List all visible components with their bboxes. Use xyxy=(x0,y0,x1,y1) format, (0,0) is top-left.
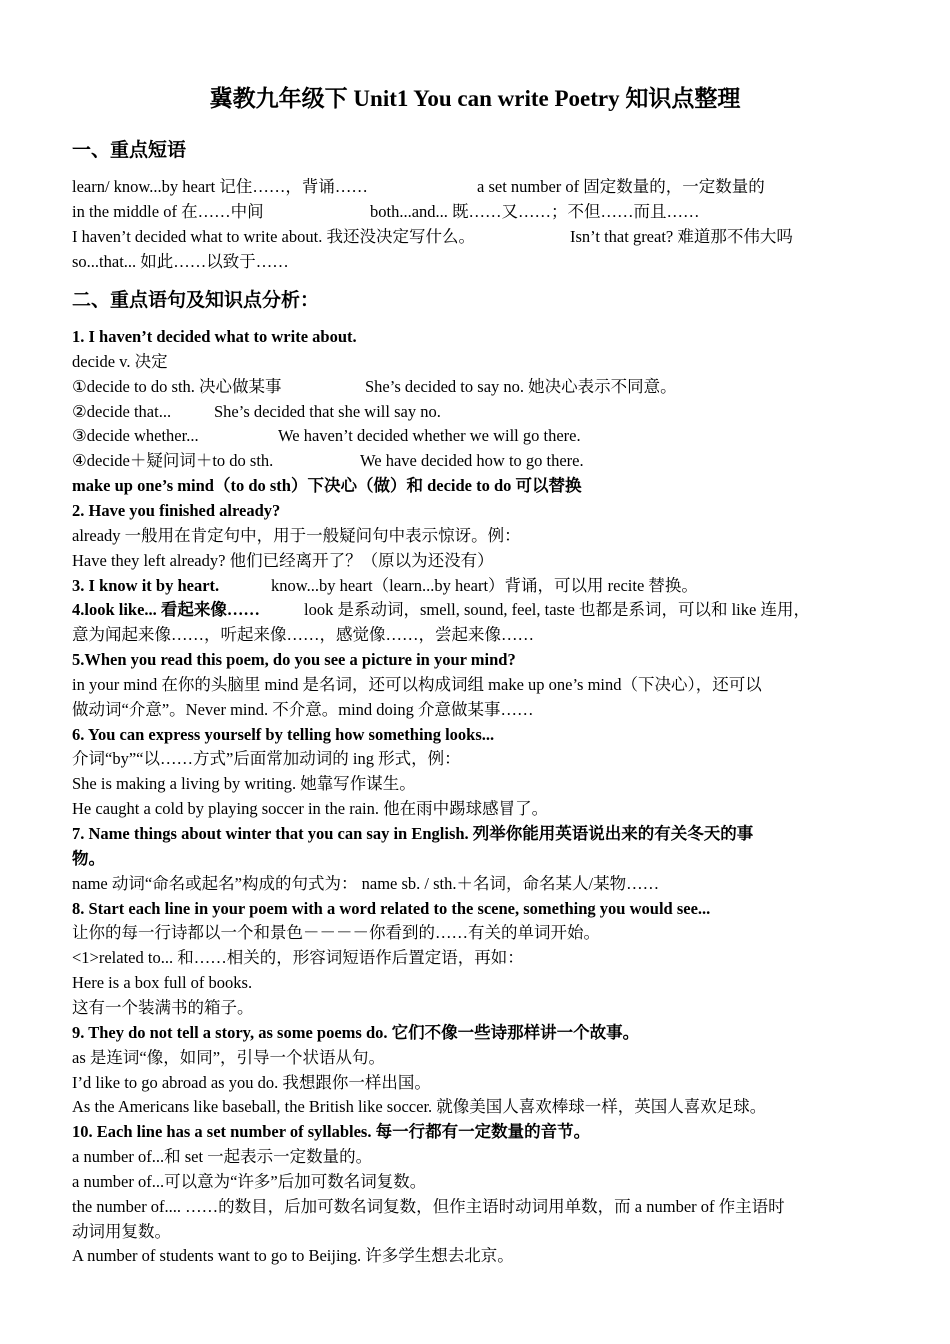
analysis-text: Here is a box full of books. xyxy=(72,973,253,993)
analysis-example: look 是系动词，smell, sound, feel, taste 也都是系词，可以和 like 连用， xyxy=(304,600,810,620)
analysis-line xyxy=(72,796,548,821)
analysis-line xyxy=(72,970,252,995)
analysis-text: make up one’s mind（to do sth）下决心（做）和 decide to do 可以替换 xyxy=(72,476,582,496)
analysis-text: 5.When you read this poem, do you see a picture in your mind? xyxy=(72,650,516,670)
analysis-line xyxy=(72,672,762,697)
analysis-example: She’s decided to say no. 她决心表示不同意。 xyxy=(365,376,677,396)
analysis-text: 6. You can express yourself by telling how something looks... xyxy=(72,724,495,744)
analysis-text: 7. Name things about winter that you can say in English. 列举你能用英语说出来的有关冬天的事 xyxy=(72,824,754,843)
analysis-text: 2. Have you finished already? xyxy=(72,500,281,520)
phrase-row xyxy=(72,249,289,274)
analysis-text: a number of...和 set 一起表示一定数量的。 xyxy=(72,1147,373,1167)
analysis-line xyxy=(72,1243,514,1268)
analysis-line xyxy=(72,349,168,374)
analysis-line xyxy=(72,448,584,473)
phrase-right: both...and... 既……又……；不但……而且…… xyxy=(370,202,700,221)
analysis-line xyxy=(72,1219,171,1244)
analysis-line xyxy=(72,871,659,896)
analysis-line xyxy=(72,771,416,796)
analysis-line xyxy=(72,1020,639,1045)
analysis-line xyxy=(72,746,461,771)
analysis-example: We have decided how to go there. xyxy=(360,451,584,471)
phrase-right: Isn’t that great? 难道那不伟大吗 xyxy=(570,227,793,246)
analysis-line xyxy=(72,697,534,722)
analysis-text: ②decide that... xyxy=(72,401,172,421)
analysis-line xyxy=(72,1169,426,1194)
analysis-line xyxy=(72,523,521,548)
analysis-text: in your mind 在你的头脑里 mind 是名词，还可以构成词组 make up one’s mind（下决心），还可以 xyxy=(72,674,762,694)
analysis-text: 让你的每一行诗都以一个和景色－－－－你看到的……有关的单词开始。 xyxy=(72,923,600,943)
analysis-text: already 一般用在肯定句中，用于一般疑问句中表示惊讶。例： xyxy=(72,525,521,545)
analysis-line xyxy=(72,995,254,1020)
analysis-text: 10. Each line has a set number of syllables. 每一行都有一定数量的音节。 xyxy=(72,1122,591,1142)
phrase-left: learn/ know...by heart 记住……，背诵…… xyxy=(72,177,368,196)
analysis-text: name 动词“命名或起名”构成的句式为： name sb. / sth.＋名词，命名某人/某物…… xyxy=(72,873,660,893)
analysis-text: 做动词“介意”。Never mind. 不介意。mind doing 介意做某事…… xyxy=(72,699,534,719)
analysis-line xyxy=(72,846,105,871)
document-title: 冀教九年级下 Unit1 You can write Poetry 知识点整理 xyxy=(209,86,741,111)
phrase-row xyxy=(72,199,700,224)
analysis-text: She is making a living by writing. 她靠写作谋生。 xyxy=(72,774,416,794)
analysis-text: ①decide to do sth. 决心做某事 xyxy=(72,376,282,396)
analysis-line xyxy=(72,374,677,399)
analysis-text: As the Americans like baseball, the British like soccer. 就像美国人喜欢棒球一样，英国人喜欢足球。 xyxy=(72,1097,767,1117)
analysis-text: I’d like to go abroad as you do. 我想跟你一样出国。 xyxy=(72,1072,431,1092)
analysis-line xyxy=(72,1144,372,1169)
analysis-text: He caught a cold by playing soccer in the rain. 他在雨中踢球感冒了。 xyxy=(72,799,549,819)
analysis-text: 介词“by”“以……方式”后面常加动词的 ing 形式，例： xyxy=(72,749,461,769)
analysis-text: ③decide whether... xyxy=(72,426,199,446)
analysis-text: 意为闻起来像……，听起来像……，感觉像……，尝起来像…… xyxy=(72,625,534,645)
section-heading-phrases: 一、重点短语 xyxy=(72,140,187,161)
analysis-text: A number of students want to go to Beijing. 许多学生想去北京。 xyxy=(72,1246,514,1266)
analysis-line xyxy=(72,622,534,647)
analysis-text: the number of.... ……的数目，后加可数名词复数，但作主语时动词用单数，而 a number of 作主语时 xyxy=(72,1196,785,1216)
analysis-line xyxy=(72,1194,785,1219)
analysis-example: She’s decided that she will say no. xyxy=(214,401,441,421)
analysis-text: ④decide＋疑问词＋to do sth. xyxy=(72,451,274,471)
analysis-text: 3. I know it by heart. xyxy=(72,575,220,595)
analysis-text: 8. Start each line in your poem with a word related to the scene, something you would see... xyxy=(72,898,711,918)
analysis-line xyxy=(72,597,810,622)
analysis-line xyxy=(72,1070,431,1095)
analysis-text: Have they left already? 他们已经离开了？（原以为还没有） xyxy=(72,550,494,570)
analysis-text: 这有一个装满书的箱子。 xyxy=(72,997,254,1017)
analysis-line xyxy=(72,399,441,424)
analysis-text: <1>related to... 和……相关的，形容词短语作后置定语，再如： xyxy=(72,948,524,968)
phrase-left: so...that... 如此……以致于…… xyxy=(72,252,289,271)
analysis-text: a number of...可以意为“许多”后加可数名词复数。 xyxy=(72,1171,427,1191)
analysis-line xyxy=(72,920,600,945)
phrase-left: in the middle of 在……中间 xyxy=(72,202,264,221)
analysis-line xyxy=(72,1119,590,1144)
analysis-text: as 是连词“像，如同”，引导一个状语从句。 xyxy=(72,1047,386,1067)
analysis-line xyxy=(72,821,753,846)
analysis-text: 4.look like... 看起来像…… xyxy=(72,600,260,620)
phrase-right: a set number of 固定数量的，一定数量的 xyxy=(477,177,765,196)
analysis-line xyxy=(72,473,582,498)
analysis-example: We haven’t decided whether we will go there. xyxy=(278,426,581,446)
analysis-text: 9. They do not tell a story, as some poems do. 它们不像一些诗那样讲一个故事。 xyxy=(72,1022,640,1042)
analysis-line xyxy=(72,573,698,598)
analysis-line xyxy=(72,1094,766,1119)
analysis-text: 1. I haven’t decided what to write about. xyxy=(72,327,357,346)
phrase-left: I haven’t decided what to write about. 我还没决定写什么。 xyxy=(72,227,475,246)
analysis-example: know...by heart（learn...by heart）背诵，可以用 recite 替换。 xyxy=(271,575,698,595)
analysis-line xyxy=(72,945,524,970)
phrase-row xyxy=(72,174,765,199)
analysis-line xyxy=(72,423,581,448)
analysis-line xyxy=(72,896,710,921)
analysis-text: 物。 xyxy=(72,848,105,868)
analysis-line xyxy=(72,647,516,672)
analysis-line xyxy=(72,498,280,523)
analysis-line xyxy=(72,1045,385,1070)
section-heading-analysis: 二、重点语句及知识点分析： xyxy=(72,290,320,311)
analysis-text: decide v. 决定 xyxy=(72,351,168,371)
analysis-text: 动词用复数。 xyxy=(72,1221,171,1241)
analysis-line xyxy=(72,548,494,573)
phrase-row xyxy=(72,224,793,249)
analysis-line xyxy=(72,722,494,747)
analysis-line xyxy=(72,324,357,349)
